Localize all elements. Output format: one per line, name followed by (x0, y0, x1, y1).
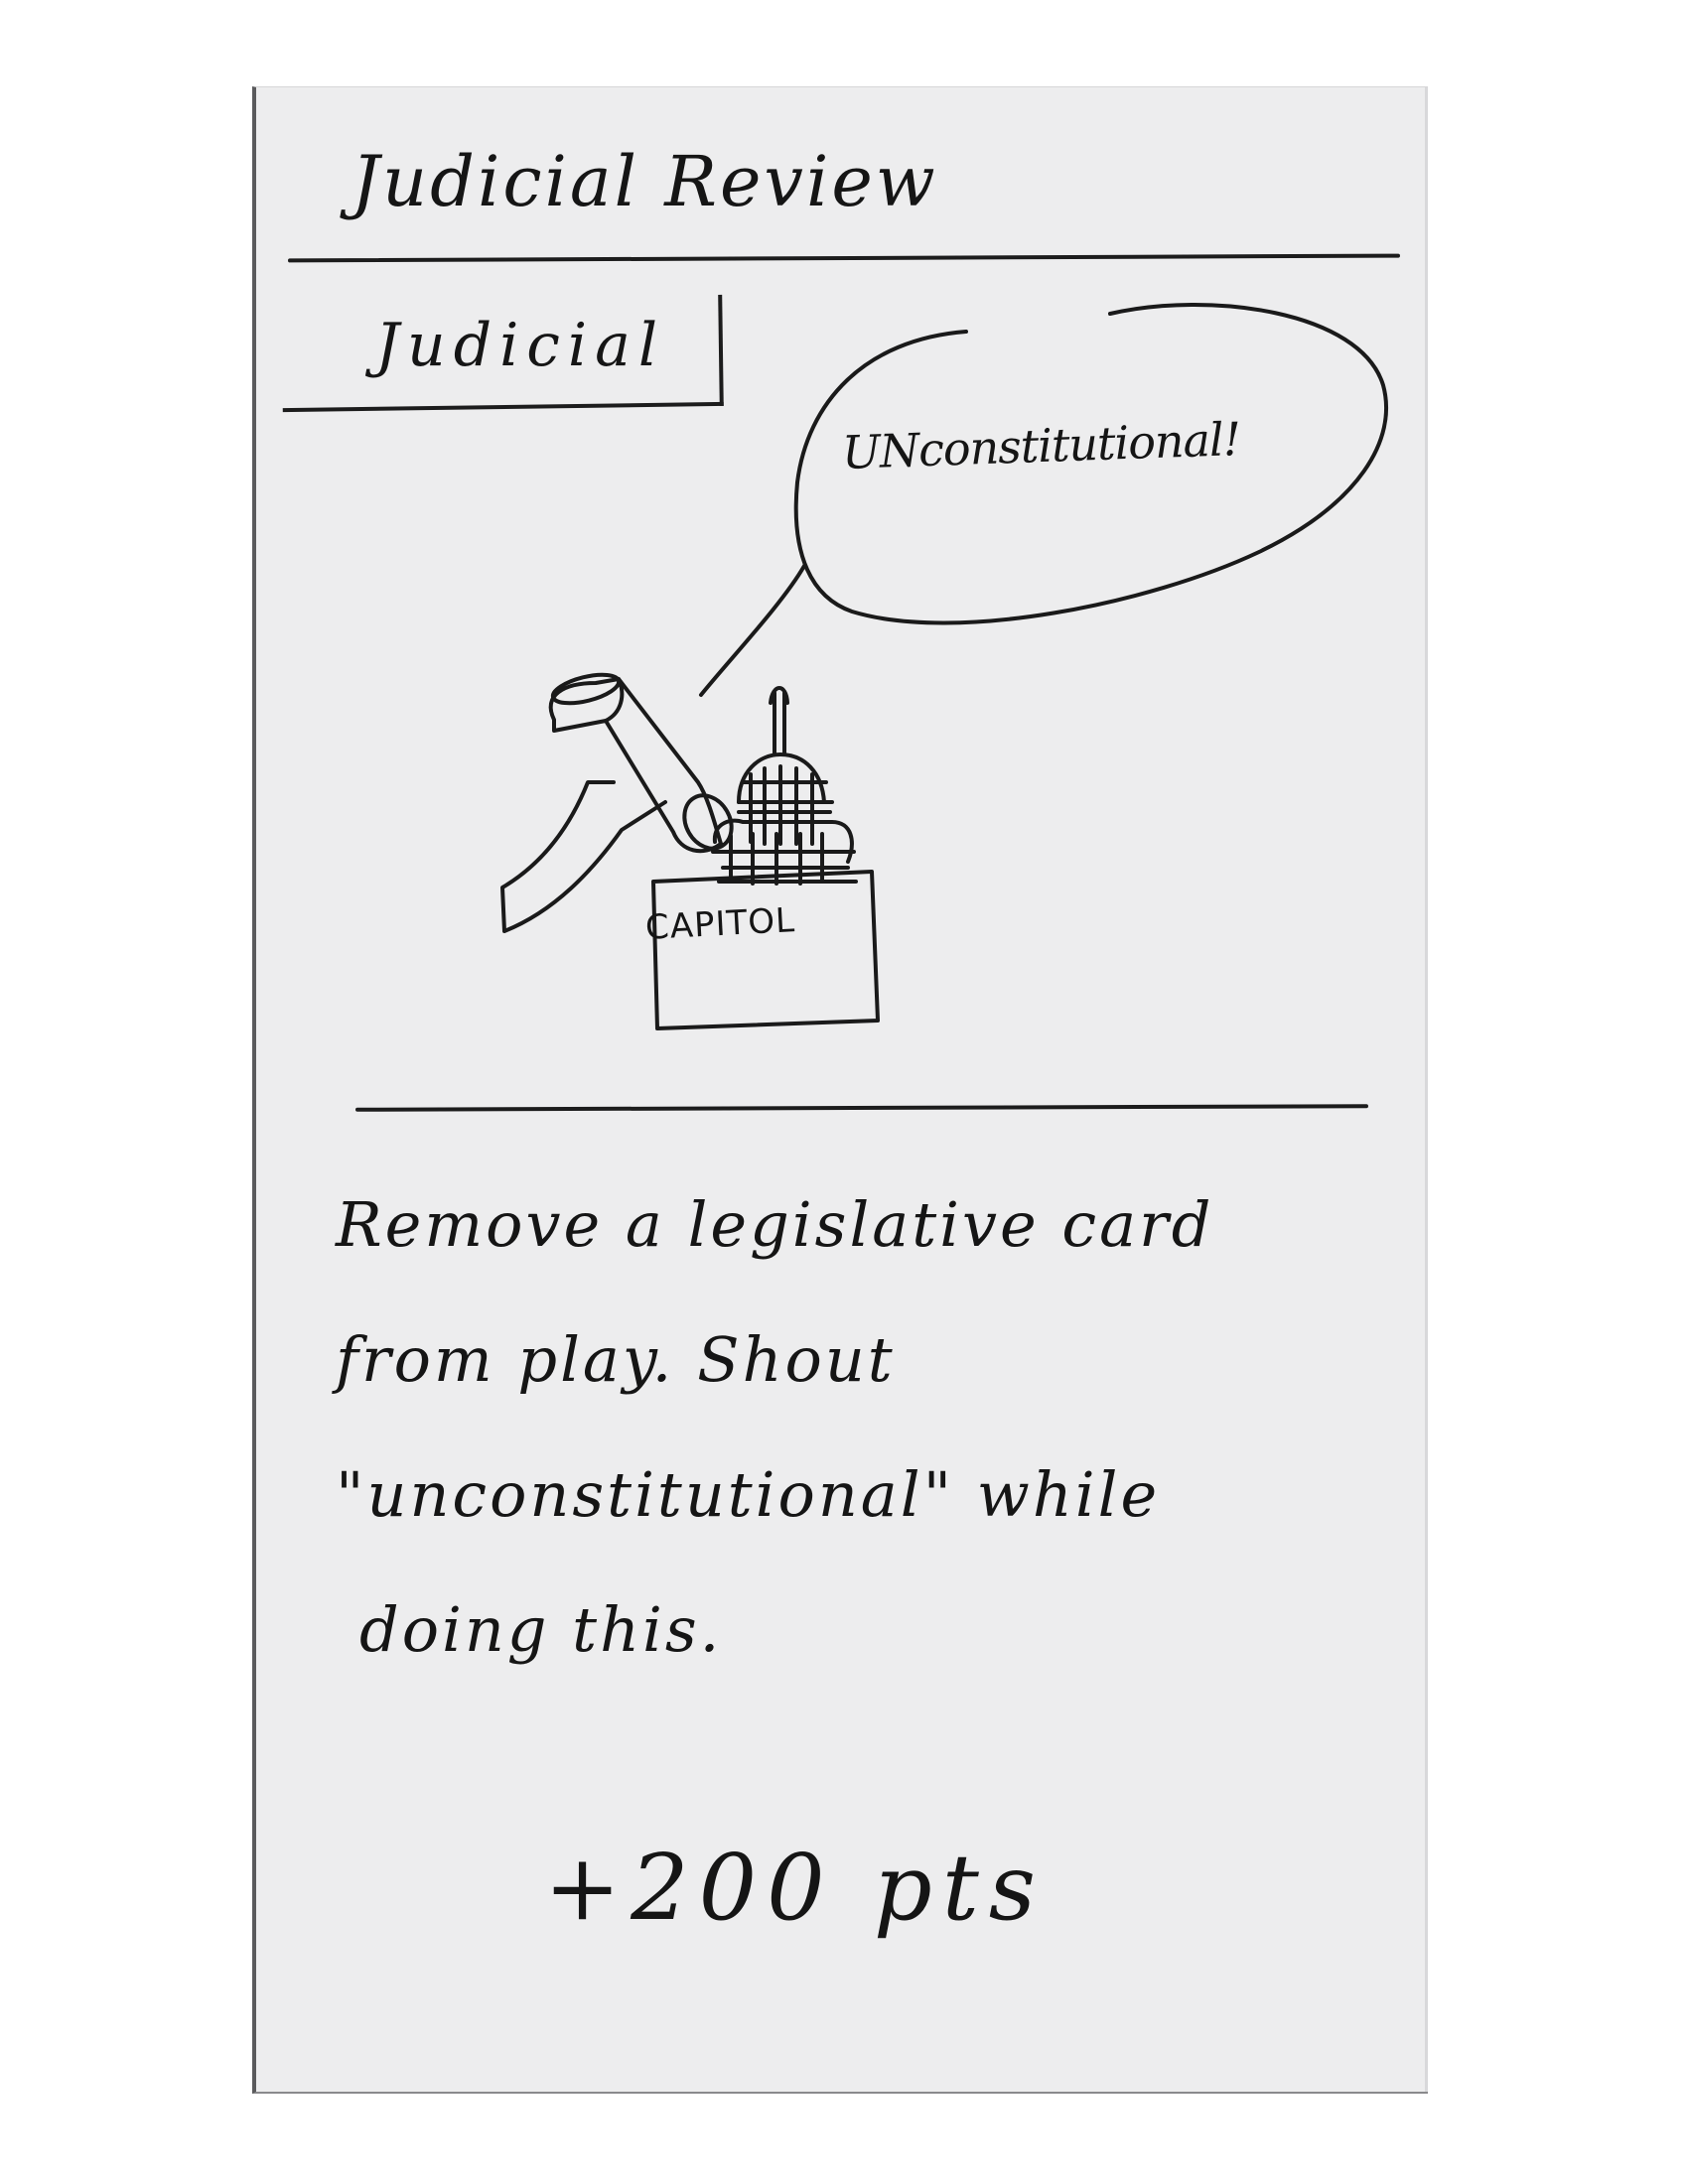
effect-divider (355, 1104, 1368, 1112)
effect-line: from play. Shout (336, 1323, 896, 1396)
effect-line: Remove a legislative card (336, 1188, 1214, 1261)
capitol-label: CAPITOL (644, 900, 796, 948)
capitol-base (653, 872, 878, 1028)
gavel-icon (502, 669, 741, 931)
speech-bubble-tail (701, 566, 804, 695)
game-card[interactable] (252, 86, 1428, 2094)
effect-line: "unconstitutional" while (336, 1458, 1161, 1531)
card-illustration (256, 87, 1428, 1100)
card-effect-text (336, 1158, 1388, 1698)
effect-line: doing this. (359, 1593, 723, 1666)
card-title: Judicial Review (352, 141, 938, 222)
speech-bubble-text: UNconstitutional! (841, 412, 1241, 479)
card-points: +200 pts (544, 1835, 1047, 1941)
card-type-label: Judicial (375, 311, 666, 380)
capitol-icon (653, 688, 878, 1028)
